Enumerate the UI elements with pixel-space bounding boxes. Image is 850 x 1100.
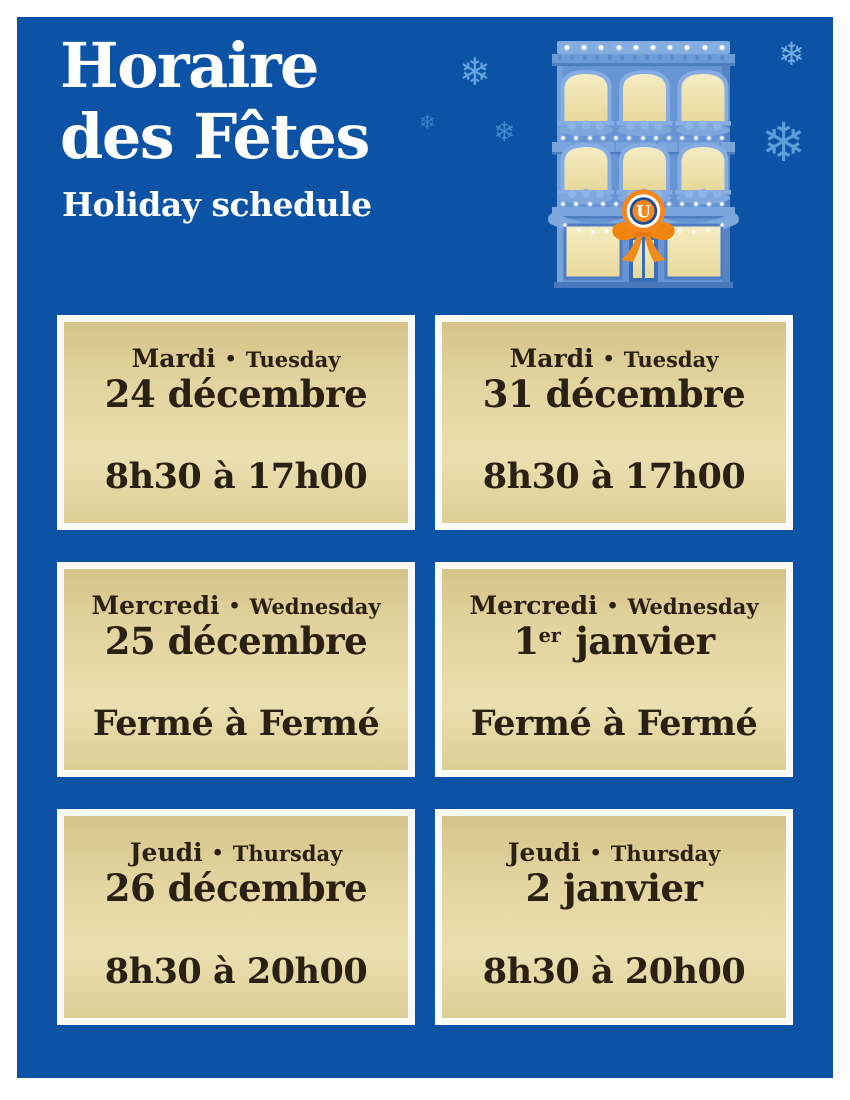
schedule-card — [435, 315, 793, 530]
page-title-line1: Horaire — [60, 29, 318, 102]
card-day-french: Mercredi — [469, 591, 598, 620]
card-date: 2 janvier — [525, 866, 703, 910]
schedule-grid — [57, 315, 793, 1025]
card-day-line — [91, 591, 380, 620]
u-logo-letter: U — [636, 202, 651, 223]
card-day-line — [130, 838, 343, 867]
card-hours: 8h30 à 20h00 — [104, 951, 368, 992]
card-day-line — [132, 344, 341, 373]
card-date: 25 décembre — [104, 619, 368, 663]
card-day-line — [510, 344, 719, 373]
storefront-illustration — [545, 33, 742, 290]
snowflake-icon: ❄ — [493, 117, 516, 148]
card-date: 26 décembre — [104, 866, 368, 910]
snowflake-icon: ❄ — [778, 35, 805, 73]
snowflake-icon: ❄ — [761, 111, 807, 174]
page-title — [60, 30, 369, 172]
page-title-line2: des Fêtes — [60, 100, 369, 173]
card-hours: 8h30 à 20h00 — [482, 951, 746, 992]
schedule-card — [57, 562, 415, 777]
card-day-line — [469, 591, 758, 620]
card-date: 1er janvier — [513, 619, 715, 663]
card-day-french: Jeudi — [507, 838, 581, 867]
card-hours: Fermé à Fermé — [92, 703, 380, 744]
snowflake-icon: ❄ — [459, 50, 491, 94]
schedule-card — [57, 315, 415, 530]
holiday-poster-panel — [17, 17, 833, 1078]
card-day-separator: • — [211, 842, 224, 864]
schedule-card — [57, 809, 415, 1025]
card-day-french: Jeudi — [129, 838, 203, 867]
card-day-french: Mardi — [509, 344, 594, 373]
card-hours: 8h30 à 17h00 — [104, 456, 368, 497]
snowflake-icon: ❄ — [419, 110, 436, 134]
card-day-separator: • — [589, 842, 602, 864]
card-day-english: Thursday — [610, 841, 721, 866]
card-day-separator: • — [606, 595, 619, 617]
card-date: 24 décembre — [104, 372, 368, 416]
card-day-english: Thursday — [232, 841, 343, 866]
card-day-french: Mardi — [131, 344, 216, 373]
card-day-french: Mercredi — [91, 591, 220, 620]
u-logo — [622, 190, 665, 233]
card-hours: Fermé à Fermé — [470, 703, 758, 744]
schedule-card — [435, 562, 793, 777]
card-date: 31 décembre — [482, 372, 746, 416]
card-hours: 8h30 à 17h00 — [482, 456, 746, 497]
card-day-english: Tuesday — [245, 347, 341, 372]
card-day-english: Wednesday — [627, 594, 759, 619]
card-day-english: Tuesday — [623, 347, 719, 372]
card-day-english: Wednesday — [249, 594, 381, 619]
page-subtitle: Holiday schedule — [62, 185, 372, 224]
card-day-separator: • — [228, 595, 241, 617]
card-day-separator: • — [602, 348, 615, 370]
card-day-line — [508, 838, 721, 867]
card-day-separator: • — [224, 348, 237, 370]
schedule-card — [435, 809, 793, 1025]
